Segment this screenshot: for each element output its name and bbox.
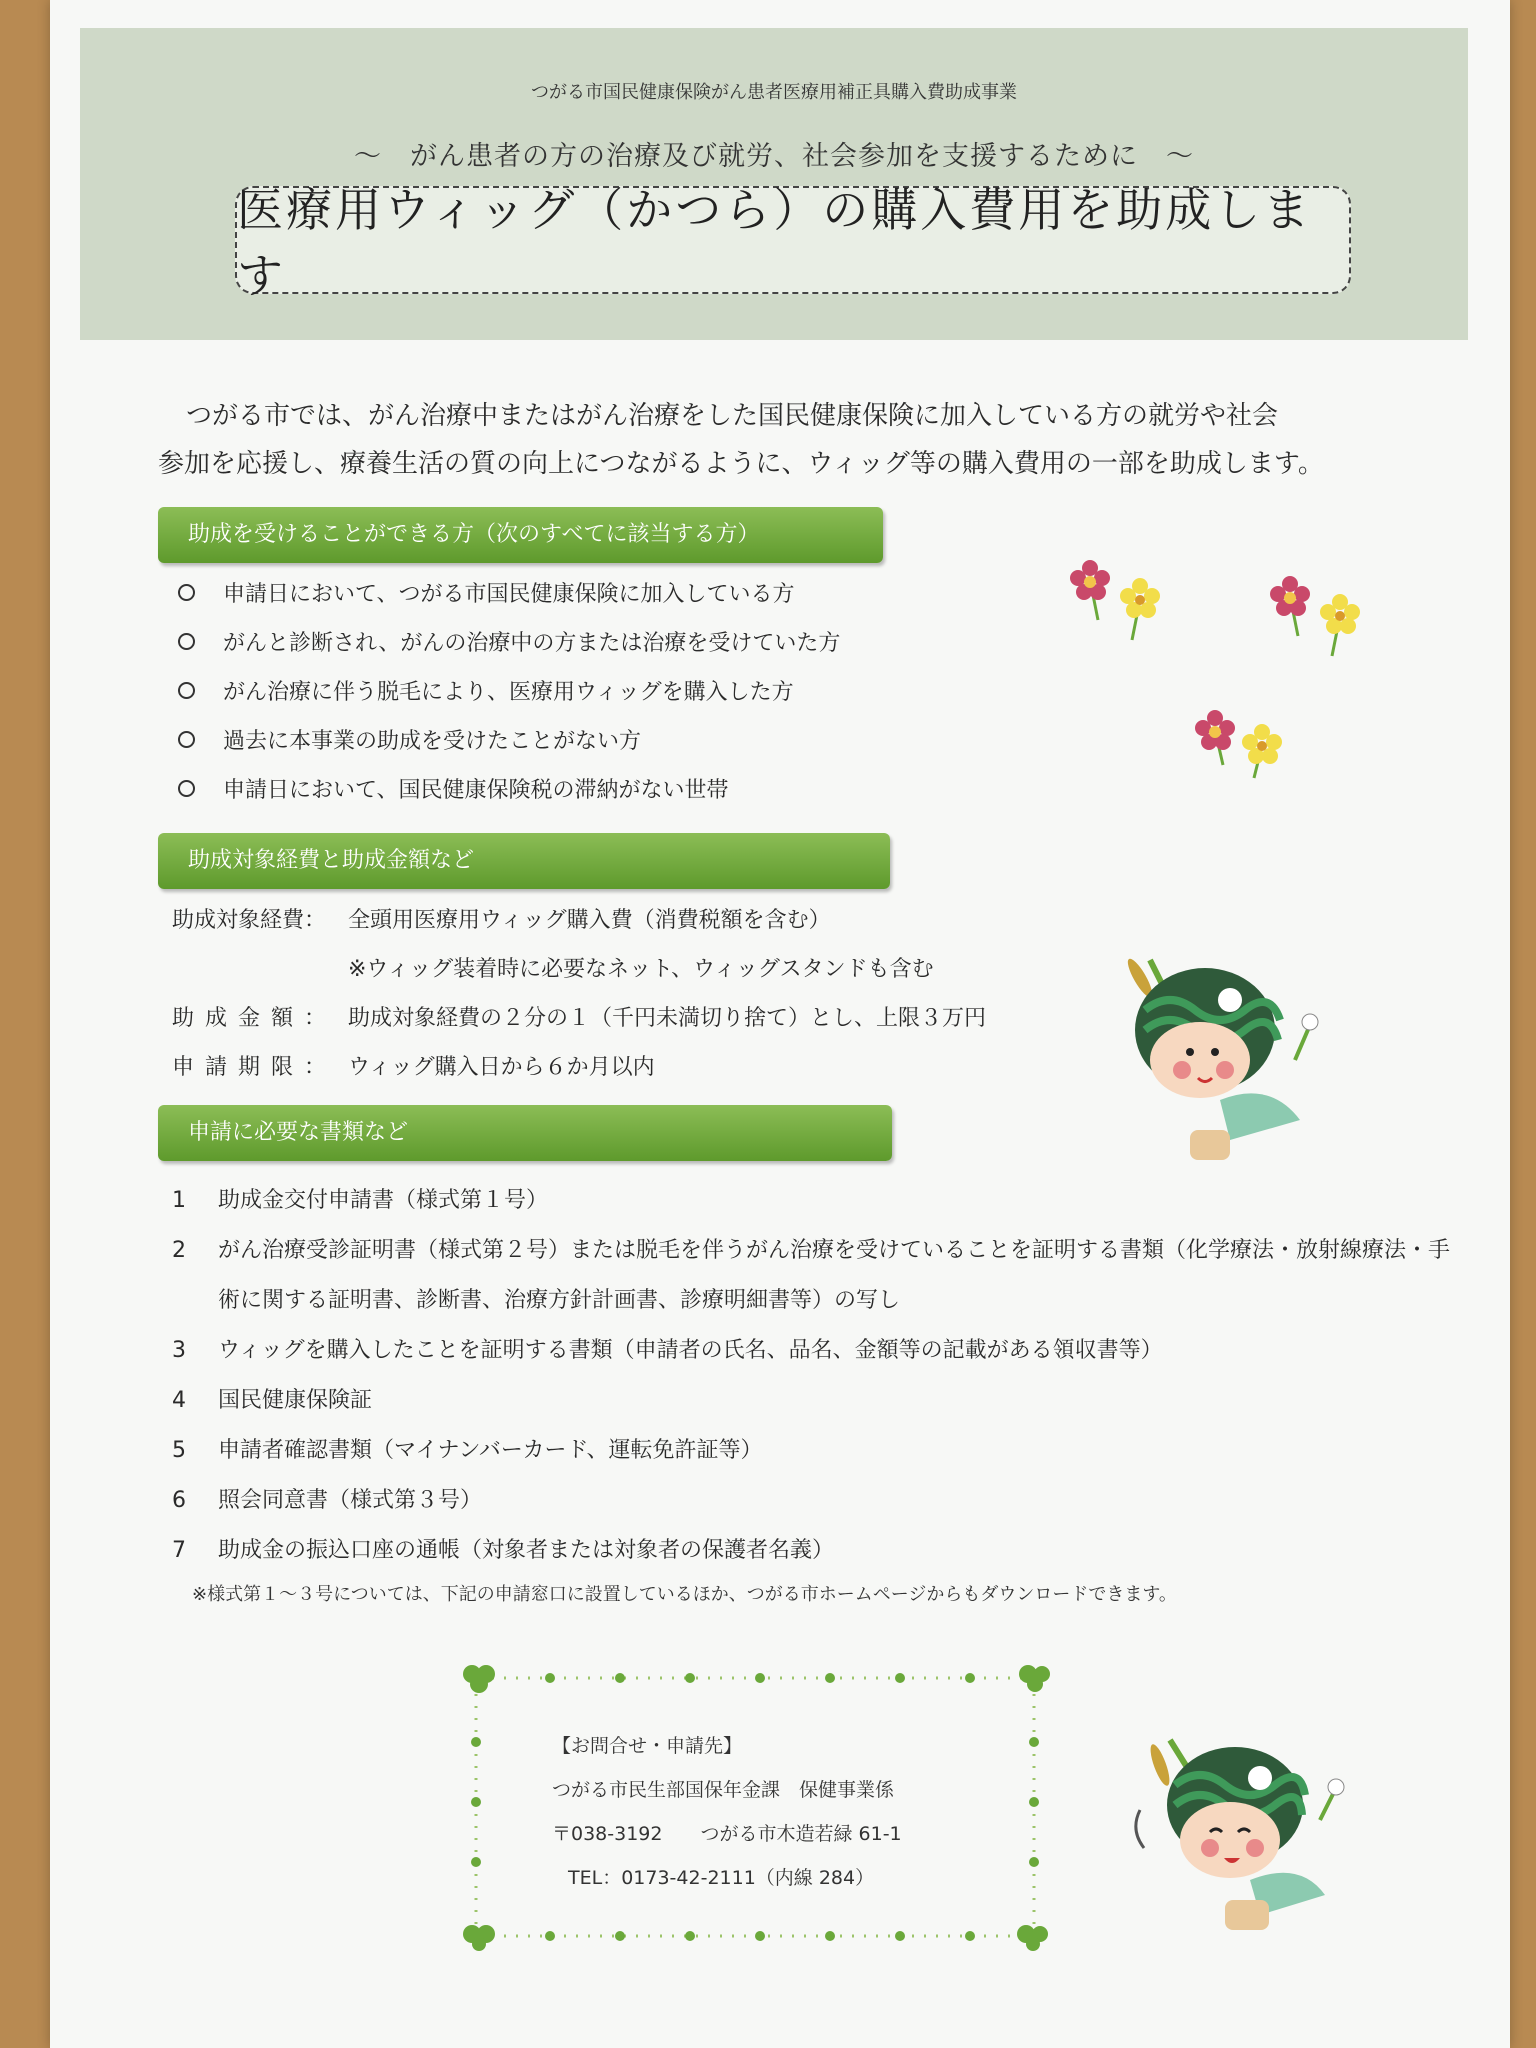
flower-decoration: [1040, 540, 1380, 780]
list-item-text: がん治療受診証明書（様式第２号）または脱毛を伴うがん治療を受けていることを証明する書類（化学療法・放射線療法・手術に関する証明書、診断書、治療方針計画書、診療明細書等）の写し: [218, 1238, 1451, 1313]
item-number: 3: [172, 1338, 186, 1363]
documents-list: [172, 1176, 1452, 1576]
list-item-text: がんと診断され、がんの治療中の方または治療を受けていた方: [223, 631, 841, 656]
flower-icon: [1195, 710, 1235, 765]
circle-bullet-icon: [178, 731, 195, 748]
list-item-text: 申請者確認書類（マイナンバーカード、運転免許証等）: [218, 1438, 763, 1463]
expense-label: 助成対象経費：: [172, 908, 327, 933]
clover-icon: [1017, 1925, 1048, 1951]
item-number: 4: [172, 1388, 186, 1413]
list-item-text: ウィッグを購入したことを証明する書類（申請者の氏名、品名、金額等の記載がある領収書等）: [218, 1338, 1163, 1363]
list-item-text: 申請日において、国民健康保険税の滞納がない世帯: [223, 778, 729, 803]
item-number: 7: [172, 1538, 186, 1563]
list-item: [172, 1326, 1452, 1376]
intro-line-1: つがる市では、がん治療中またはがん治療をした国民健康保険に加入している方の就労や社会: [186, 401, 1279, 431]
costs-heading: 助成対象経費と助成金額など: [158, 833, 890, 889]
item-number: 2: [172, 1238, 186, 1263]
list-item: [172, 1176, 1452, 1226]
list-item: [178, 568, 1078, 617]
mascot-character: [1110, 930, 1340, 1170]
circle-bullet-icon: [178, 584, 195, 601]
deadline-label: 申請期限：: [172, 1055, 338, 1080]
contact-address: つがる市木造若緑 61-1: [700, 1822, 902, 1845]
list-item-text: 助成金交付申請書（様式第１号）: [218, 1188, 549, 1213]
amount-row: [172, 992, 1172, 1041]
list-item-text: がん治療に伴う脱毛により、医療用ウィッグを購入した方: [223, 680, 794, 705]
list-item: [178, 715, 1078, 764]
mascot-character-waving: [1130, 1720, 1360, 1940]
contact-department: つがる市民生部国保年金課 保健事業係: [552, 1778, 895, 1801]
list-item-text: 申請日において、つがる市国民健康保険に加入している方: [223, 582, 795, 607]
program-name: つがる市国民健康保険がん患者医療用補正具購入費助成事業: [531, 82, 1017, 103]
contact-address-row: [552, 1810, 972, 1854]
item-number: 5: [172, 1438, 186, 1463]
header-band: [80, 28, 1468, 340]
circle-bullet-icon: [178, 633, 195, 650]
tagline: ～ がん患者の方の治療及び就労、社会参加を支援するために ～: [354, 141, 1194, 172]
circle-bullet-icon: [178, 780, 195, 797]
flower-icon: [1120, 578, 1160, 640]
list-item: [172, 1376, 1452, 1426]
eligibility-list: [178, 568, 1078, 813]
amount-value: 助成対象経費の２分の１（千円未満切り捨て）とし、上限３万円: [348, 1006, 987, 1031]
contact-info: [552, 1722, 972, 1898]
intro-line-2: 参加を応援し、療養生活の質の向上につながるように、ウィッグ等の購入費用の一部を助成します。: [158, 449, 1324, 479]
contact-postal: 〒038-3192: [552, 1822, 663, 1845]
clover-icon: [1019, 1665, 1050, 1692]
expense-note: ※ウィッグ装着時に必要なネット、ウィッグスタンドも含む: [348, 957, 934, 982]
item-number: 1: [172, 1188, 186, 1213]
deadline-value: ウィッグ購入日から６か月以内: [348, 1055, 655, 1080]
list-item: [178, 666, 1078, 715]
list-item-text: 助成金の振込口座の通帳（対象者または対象者の保護者名義）: [218, 1538, 835, 1563]
item-number: 6: [172, 1488, 186, 1513]
flower-icon: [1270, 576, 1310, 636]
flower-icon: [1070, 560, 1110, 620]
list-item-text: 照会同意書（様式第３号）: [218, 1488, 483, 1513]
list-item: [178, 764, 1078, 813]
list-item-text: 国民健康保険証: [218, 1388, 373, 1413]
flower-icon: [1242, 724, 1282, 778]
page-title: 医療用ウィッグ（かつら）の購入費用を助成します: [237, 183, 1313, 303]
amount-label: 助成金額：: [172, 1006, 338, 1031]
title-box: [235, 183, 1351, 303]
intro-paragraph: [158, 392, 1458, 488]
list-item: [172, 1426, 1452, 1476]
contact-heading: 【お問合せ・申請先】: [552, 1734, 743, 1757]
eligibility-heading: 助成を受けることができる方（次のすべてに該当する方）: [158, 507, 883, 563]
costs-block: [172, 894, 1172, 1090]
flower-icon: [1320, 594, 1360, 656]
circle-bullet-icon: [178, 682, 195, 699]
contact-tel: TEL：0173-42-2111（内線 284）: [568, 1866, 875, 1889]
list-item: [172, 1526, 1452, 1576]
expense-row: [172, 894, 1172, 943]
flyer-page: [50, 0, 1510, 2048]
list-item: [178, 617, 1078, 666]
clover-icon: [463, 1665, 495, 1693]
documents-footnote: ※様式第１～３号については、下記の申請窓口に設置しているほか、つがる市ホームページからもダウンロードできます。: [192, 1584, 1177, 1605]
list-item-text: 過去に本事業の助成を受けたことがない方: [223, 729, 642, 754]
expense-value: 全頭用医療用ウィッグ購入費（消費税額を含む）: [348, 908, 831, 933]
list-item: [172, 1226, 1452, 1326]
deadline-row: [172, 1041, 1172, 1090]
clover-icon: [463, 1925, 495, 1951]
documents-heading: 申請に必要な書類など: [158, 1105, 892, 1161]
list-item: [172, 1476, 1452, 1526]
